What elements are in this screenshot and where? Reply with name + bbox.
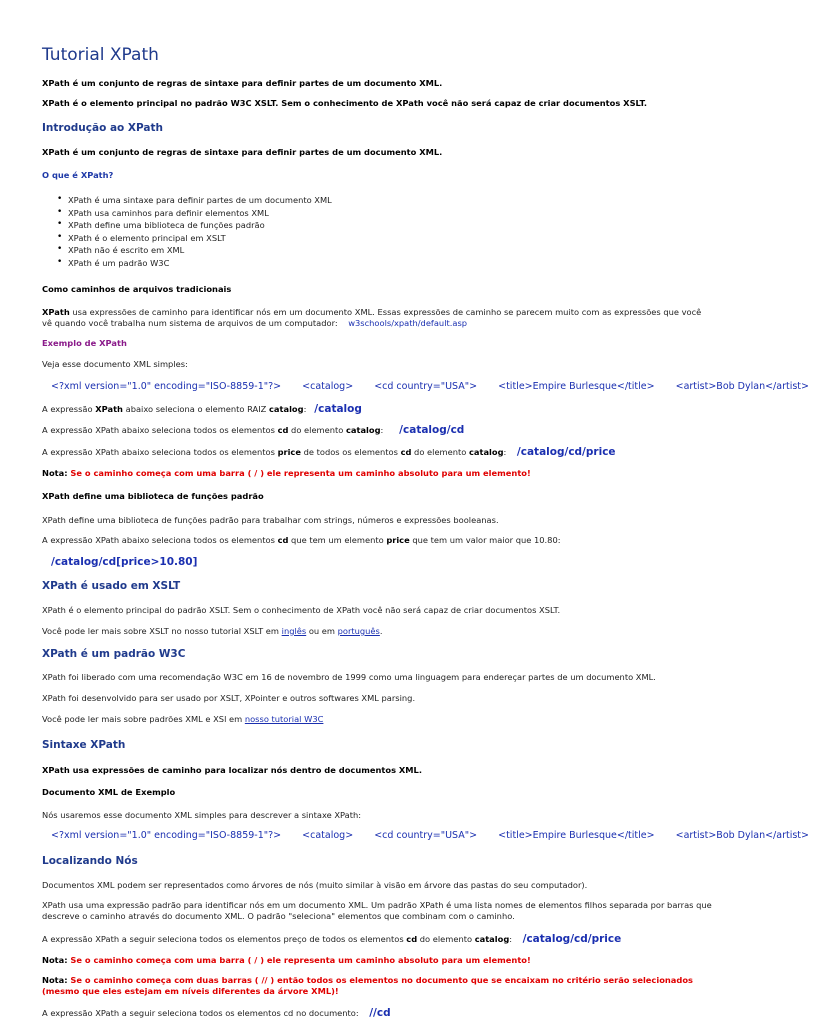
list-item: • XPath é um padrão W3C (57, 258, 332, 271)
list-item: • XPath define uma biblioteca de funções padrão (57, 220, 332, 233)
xpath-code: /catalog/cd/price (516, 446, 616, 458)
sintaxe-paragraph: XPath usa expressões de caminho para localizar nós dentro de documentos XML. (42, 765, 422, 775)
xml-token: <artist>Bob Dylan</artist> (675, 381, 809, 392)
xml-token: <catalog> (302, 381, 354, 392)
localizando-paragraph-2-line-1: XPath usa uma expressão padrão para identificar nós em um documento XML. Um padrão XPath é uma lista nomes de elementos filhos separada por barras que (42, 900, 712, 910)
funcoes-paragraph: XPath define uma biblioteca de funções padrão para trabalhar com strings, números e expressões booleanas. (42, 515, 499, 525)
w3c-paragraph-1: XPath foi liberado com uma recomendação W3C em 16 de novembro de 1999 como uma linguagem para endereçar partes de um documento XML. (42, 672, 656, 682)
example-1: A expressão XPath abaixo seleciona o elemento RAIZ catalog: /catalog (42, 403, 362, 415)
localizando-final-example: A expressão XPath a seguir seleciona todos os elementos cd no documento: //cd (42, 1007, 391, 1019)
xpath-code: /catalog/cd[price>10.80] (51, 556, 198, 568)
w3c-paragraph-2: XPath foi desenvolvido para ser usado por XSLT, XPointer e outros softwares XML parsing. (42, 693, 416, 703)
w3schools-link[interactable]: w3schools/xpath/default.asp (348, 318, 468, 328)
heading-xslt: XPath é usado em XSLT (42, 580, 181, 592)
list-item: • XPath usa caminhos para definir elementos XML (57, 208, 332, 221)
introducao-paragraph: XPath é um conjunto de regras de sintaxe para definir partes de um documento XML. (42, 147, 443, 157)
heading-funcoes: XPath define uma biblioteca de funções padrão (42, 491, 264, 501)
heading-caminhos: Como caminhos de arquivos tradicionais (42, 284, 232, 294)
heading-exemplo: Exemplo de XPath (42, 338, 127, 348)
heading-o-que-e: O que é XPath? (42, 170, 114, 180)
xpath-code: /catalog/cd/price (522, 933, 622, 945)
localizando-paragraph-2-line-2: descreve o caminho através do documento XML. O padrão "seleciona" elementos que combinam com o caminho. (42, 911, 515, 921)
xml-token: <catalog> (302, 830, 354, 841)
xml-sample-line (51, 830, 809, 841)
xml-token: <?xml version="1.0" encoding="ISO-8859-1"?> (51, 381, 282, 392)
xslt-paragraph: XPath é o elemento principal do padrão XSLT. Sem o conhecimento de XPath você não será capaz de criar documentos XSLT. (42, 605, 561, 615)
caminhos-paragraph-line-2: vê quando você trabalha num sistema de arquivos de um computador: w3schools/xpath/default.asp (42, 318, 468, 328)
list-item: • XPath é uma sintaxe para definir partes de um documento XML (57, 195, 332, 208)
xml-token: <?xml version="1.0" encoding="ISO-8859-1"?> (51, 830, 282, 841)
list-item: • XPath é o elemento principal em XSLT (57, 233, 332, 246)
note-double-slash-line-1: Nota: Se o caminho começa com duas barras ( // ) então todos os elementos no documento que se encaixam no critério serão selecionados (42, 975, 693, 985)
localizando-paragraph-1: Documentos XML podem ser representados como árvores de nós (muito similar à visão em árvore das pastas do seu computador). (42, 880, 588, 890)
intro-paragraph-1: XPath é um conjunto de regras de sintaxe para definir partes de um documento XML. (42, 78, 443, 88)
heading-introducao: Introdução ao XPath (42, 122, 164, 134)
link-w3c-tutorial[interactable]: nosso tutorial W3C (244, 714, 324, 724)
heading-w3c: XPath é um padrão W3C (42, 648, 186, 660)
xpath-code: /catalog/cd (399, 424, 465, 436)
example-2: A expressão XPath abaixo seleciona todos os elementos cd do elemento catalog: /catalog/cd (42, 424, 465, 436)
xml-token: <title>Empire Burlesque</title> (498, 830, 655, 841)
funcoes-example: A expressão XPath abaixo seleciona todos os elementos cd que tem um elemento price que tem um valor maior que 10.80: (42, 535, 561, 545)
link-ingles[interactable]: inglês (281, 626, 307, 636)
example-3: A expressão XPath abaixo seleciona todos os elementos price de todos os elementos cd do elemento catalog: /catalog/cd/price (42, 446, 616, 458)
xpath-code: //cd (369, 1007, 391, 1019)
list-item: • XPath não é escrito em XML (57, 245, 332, 258)
note-absolute-path: Nota: Se o caminho começa com uma barra ( / ) ele representa um caminho absoluto para um elemento! (42, 955, 531, 965)
w3c-paragraph-3: Você pode ler mais sobre padrões XML e XSl em nosso tutorial W3C (42, 714, 324, 724)
xslt-links-paragraph: Você pode ler mais sobre XSLT no nosso tutorial XSLT em inglês ou em português. (42, 626, 383, 636)
page-title: Tutorial XPath (42, 45, 159, 65)
xpath-code: /catalog (314, 403, 362, 415)
link-portugues[interactable]: português (337, 626, 380, 636)
note-absolute-path: Nota: Se o caminho começa com uma barra ( / ) ele representa um caminho absoluto para um elemento! (42, 468, 531, 478)
note-double-slash-line-2: (mesmo que eles estejam em níveis diferentes da árvore XML)! (42, 986, 339, 996)
exemplo-intro: Veja esse documento XML simples: (42, 359, 188, 369)
heading-sintaxe: Sintaxe XPath (42, 739, 126, 751)
xml-token: <artist>Bob Dylan</artist> (675, 830, 809, 841)
heading-localizando: Localizando Nós (42, 855, 138, 867)
documento-exemplo-intro: Nós usaremos esse documento XML simples para descrever a sintaxe XPath: (42, 810, 362, 820)
xpath-bullet-list (57, 195, 332, 270)
intro-paragraph-2: XPath é o elemento principal no padrão W3C XSLT. Sem o conhecimento de XPath você não será capaz de criar documentos XSLT. (42, 98, 648, 108)
xml-token: <cd country="USA"> (374, 381, 478, 392)
xml-token: <title>Empire Burlesque</title> (498, 381, 655, 392)
caminhos-paragraph-line-1: XPath usa expressões de caminho para identificar nós em um documento XML. Essas expressões de caminho se parecem muito com as expressões que você (42, 307, 702, 317)
heading-documento-exemplo: Documento XML de Exemplo (42, 787, 176, 797)
localizando-example: A expressão XPath a seguir seleciona todos os elementos preço de todos os elementos cd do elemento catalog: /catalog/cd/price (42, 933, 622, 945)
xml-token: <cd country="USA"> (374, 830, 478, 841)
xml-sample-line (51, 381, 809, 392)
